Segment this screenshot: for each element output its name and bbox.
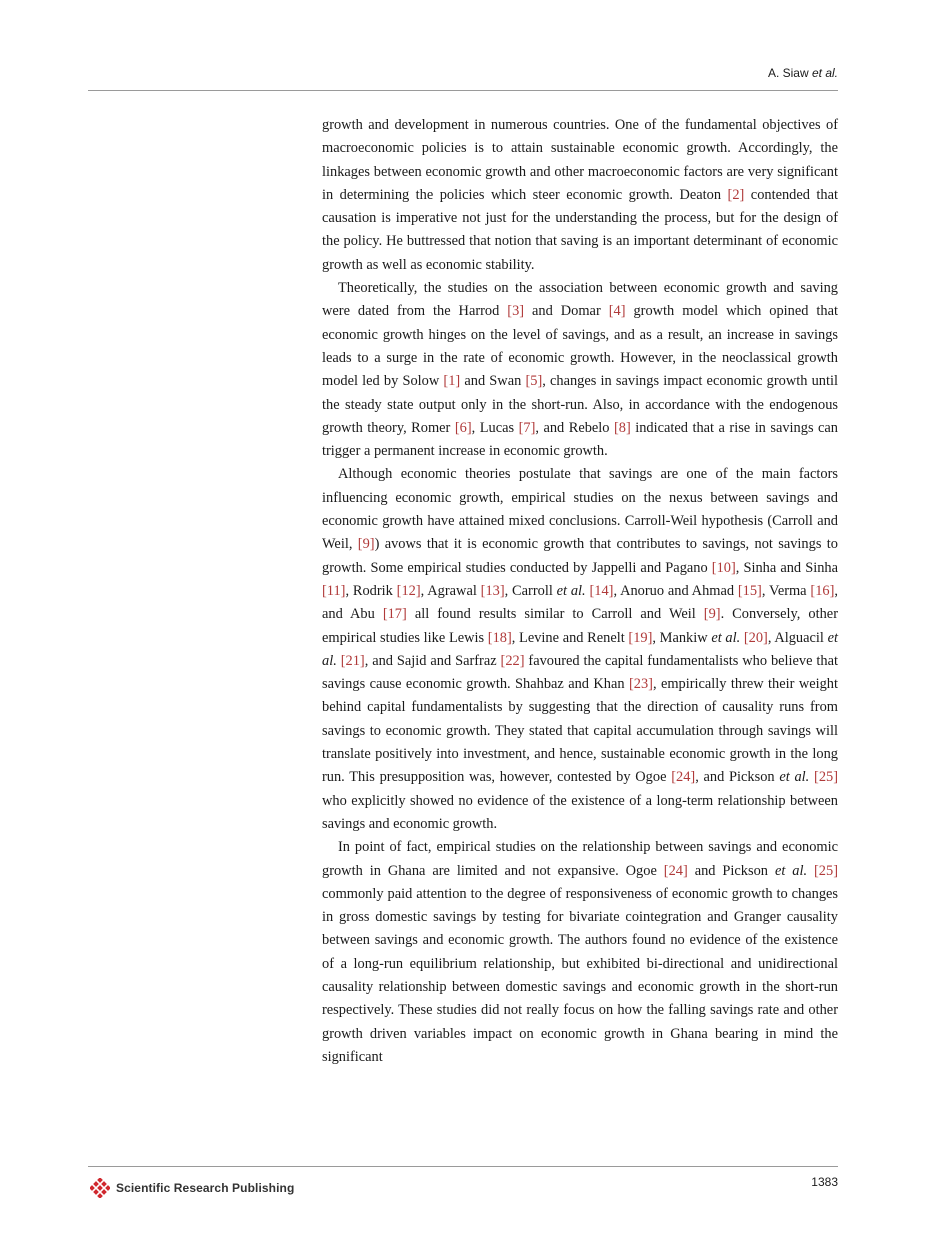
text-run: , Lucas bbox=[471, 419, 519, 436]
body-text bbox=[322, 114, 838, 1069]
text-run: and Swan bbox=[460, 373, 526, 390]
citation-link[interactable]: [8] bbox=[613, 419, 631, 436]
citation-link[interactable]: [5] bbox=[525, 373, 543, 390]
running-head-author: A. Siaw bbox=[767, 66, 809, 80]
text-run: , Sinha and Sinha bbox=[735, 559, 838, 576]
citation-link[interactable]: [6] bbox=[454, 419, 472, 436]
text-run: , Verma bbox=[761, 582, 811, 599]
running-head-etal: et al. bbox=[811, 66, 838, 80]
citation-link[interactable]: [1] bbox=[443, 373, 461, 390]
citation-link[interactable]: [15] bbox=[737, 582, 762, 599]
citation-link[interactable]: [14] bbox=[589, 582, 614, 599]
citation-link[interactable]: [12] bbox=[396, 582, 421, 599]
footer-rule bbox=[88, 1166, 838, 1167]
paragraph bbox=[322, 836, 838, 1069]
italic-text: et al. bbox=[322, 629, 838, 669]
text-run: growth and development in numerous countries. One of the fundamental objectives of macroeconomic policies is to attain sustainable economic growth. Accordingly, the linkages between economic growth and other macroeconomic factors are very significant in determining the policies which steer economic growth. Deaton bbox=[322, 117, 838, 203]
italic-text: et al. bbox=[556, 582, 586, 599]
text-run: all found results similar to Carroll and Weil bbox=[406, 606, 704, 623]
text-run: and Domar bbox=[524, 303, 609, 320]
text-run: , changes in savings impact economic growth until the steady state output only in the short-run. Also, in accordance with the endogenous growth theory, Romer bbox=[322, 373, 838, 436]
citation-link[interactable]: [18] bbox=[487, 629, 512, 646]
citation-link[interactable]: [21] bbox=[340, 652, 365, 669]
text-run: contended that causation is imperative not just for the understanding the process, but for the design of the policy. He buttressed that notion that saving is an important determinant of economic growth as well as economic stability. bbox=[322, 186, 838, 273]
paragraph bbox=[322, 463, 838, 836]
citation-link[interactable]: [24] bbox=[663, 862, 688, 879]
text-run: indicated that a rise in savings can trigger a permanent increase in economic growth. bbox=[322, 419, 839, 460]
running-head bbox=[768, 66, 838, 80]
text-run: , empirically threw their weight behind capital fundamentalists by suggesting that the direction of causality runs from savings to economic growth. They stated that capital accumulation through savings will translate positively into investment, and hence, sustainable economic growth in the long run. This presupposition was, however, contested by Ogoe bbox=[322, 676, 838, 786]
citation-link[interactable]: [4] bbox=[608, 303, 626, 320]
publisher-name: Scientific Research Publishing bbox=[116, 1181, 295, 1195]
citation-link[interactable]: [25] bbox=[814, 862, 838, 879]
citation-link[interactable]: [13] bbox=[480, 582, 505, 599]
text-run: Theoretically, the studies on the association between economic growth and saving were dated from the Harrod bbox=[322, 280, 838, 320]
paragraph bbox=[322, 277, 838, 463]
italic-text: et al. bbox=[774, 862, 808, 879]
citation-link[interactable]: [7] bbox=[518, 419, 536, 436]
citation-link[interactable]: [9] bbox=[357, 536, 375, 553]
text-run: , Rodrik bbox=[345, 582, 397, 599]
citation-link[interactable]: [2] bbox=[727, 186, 745, 203]
text-run bbox=[807, 863, 814, 879]
publisher-logo-icon bbox=[90, 1178, 110, 1198]
text-run: , Anoruo and Ahmad bbox=[613, 582, 738, 599]
text-run: , and Sajid and Sarfraz bbox=[364, 652, 501, 669]
citation-link[interactable]: [22] bbox=[500, 652, 525, 669]
citation-link[interactable]: [11] bbox=[322, 582, 346, 599]
text-run: ) avows that it is economic growth that contributes to savings, not savings to growth. Some empirical studies conducted by Jappelli and Pagano bbox=[322, 536, 838, 576]
citation-link[interactable]: [24] bbox=[671, 769, 696, 786]
italic-text: et al. bbox=[711, 629, 741, 646]
page-number: 1383 bbox=[811, 1175, 838, 1189]
text-run: who explicitly showed no evidence of the existence of a long-term relationship between savings and economic growth. bbox=[322, 792, 838, 832]
italic-text: et al. bbox=[779, 769, 810, 786]
text-run: , Levine and Renelt bbox=[511, 629, 629, 646]
text-run: , and Abu bbox=[322, 582, 838, 623]
citation-link[interactable]: [3] bbox=[507, 303, 525, 320]
publisher-logo bbox=[90, 1178, 294, 1198]
text-run: , Alguacil bbox=[767, 629, 828, 646]
citation-link[interactable]: [9] bbox=[703, 606, 721, 623]
page-header bbox=[88, 60, 838, 91]
citation-link[interactable]: [17] bbox=[382, 606, 407, 623]
text-run: commonly paid attention to the degree of responsiveness of economic growth to changes in gross domestic savings by testing for bivariate cointegration and Granger causality between savings and economic growth. The authors found no evidence of the existence of a long-run equilibrium relationship, but exhibited bi-directional and unidirectional causality relationship between domestic savings and economic growth in the short-run respectively. These studies did not really focus on how the falling savings rate and other growth driven variables impact on economic growth in Ghana bearing in mind the significant bbox=[322, 885, 838, 1065]
text-run: and Pickson bbox=[687, 862, 775, 879]
text-run: , and Pickson bbox=[695, 769, 780, 786]
text-run: . Conversely, other empirical studies like Lewis bbox=[322, 606, 838, 646]
text-run: , Agrawal bbox=[420, 582, 481, 599]
text-run: Although economic theories postulate that savings are one of the main factors influencing economic growth, empirical studies on the nexus between savings and economic growth have attained mixed conclusions. Carroll-Weil hypothesis (Carroll and Weil, bbox=[322, 466, 838, 553]
citation-link[interactable]: [16] bbox=[810, 582, 835, 599]
paragraph bbox=[322, 114, 838, 277]
citation-link[interactable]: [25] bbox=[814, 769, 839, 786]
text-run: , Carroll bbox=[504, 582, 557, 599]
citation-link[interactable]: [19] bbox=[628, 629, 653, 646]
text-run: In point of fact, empirical studies on the relationship between savings and economic growth in Ghana are limited and not expansive. Ogoe bbox=[322, 839, 838, 879]
text-run: , Mankiw bbox=[652, 629, 712, 646]
citation-link[interactable]: [10] bbox=[711, 559, 736, 576]
text-run: , and Rebelo bbox=[535, 419, 614, 436]
text-run: favoured the capital fundamentalists who believe that savings cause economic growth. Shahbaz and Khan bbox=[322, 652, 838, 693]
citation-link[interactable]: [23] bbox=[628, 676, 653, 693]
citation-link[interactable]: [20] bbox=[743, 629, 768, 646]
text-run: growth model which opined that economic growth hinges on the level of savings, and as a result, an increase in savings leads to a surge in the rate of economic growth. However, in the neoclassical growth model led by Solow bbox=[322, 303, 838, 390]
